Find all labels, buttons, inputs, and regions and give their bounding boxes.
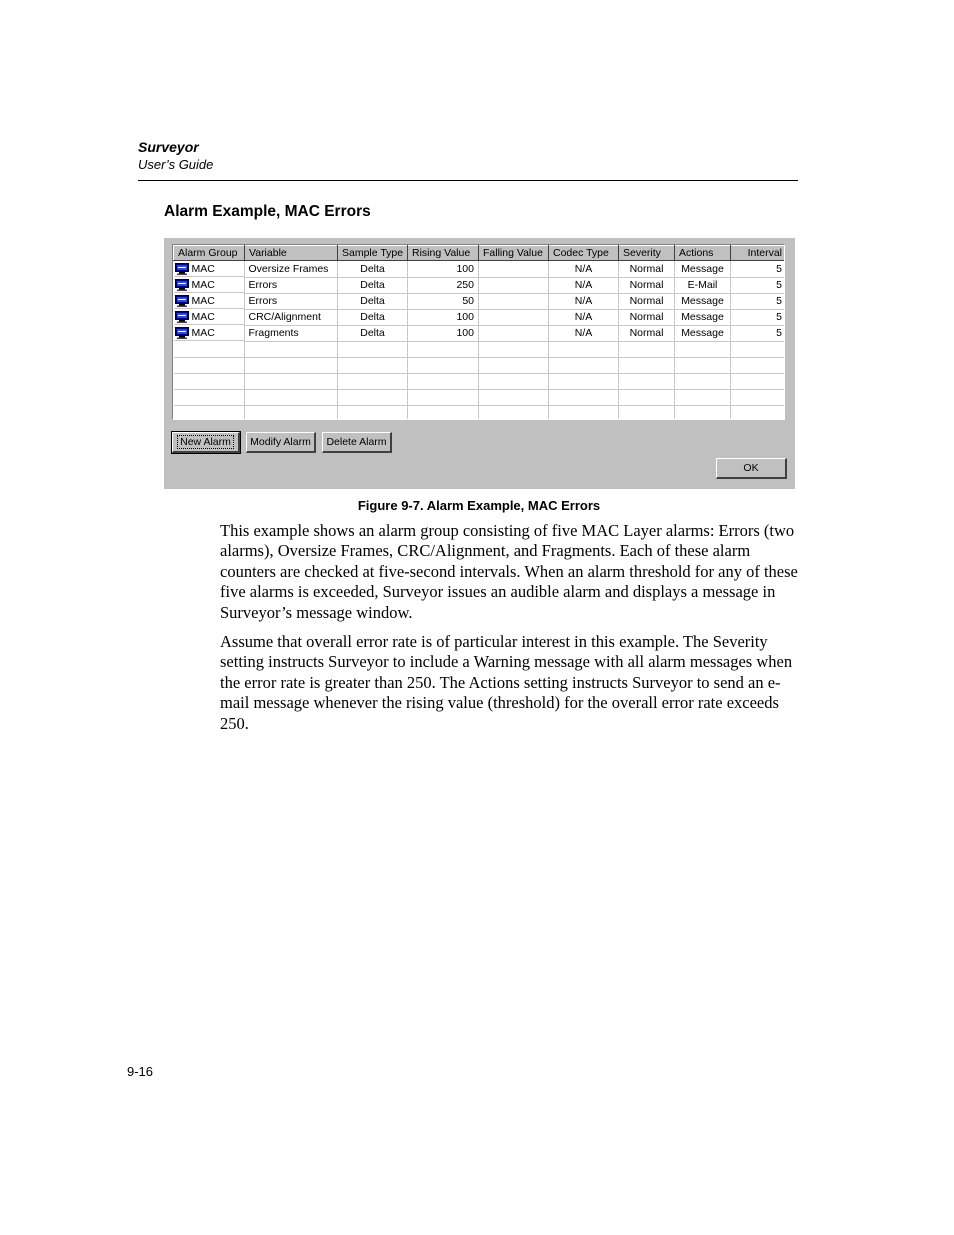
cell-sample-type: Delta	[338, 325, 408, 341]
alarm-row[interactable]	[174, 309, 786, 325]
empty-cell	[675, 373, 731, 389]
empty-cell	[619, 341, 675, 357]
alarm-group-label: MAC	[191, 294, 215, 307]
empty-cell	[174, 389, 245, 405]
empty-cell	[245, 357, 338, 373]
empty-cell	[549, 373, 619, 389]
empty-cell	[479, 357, 549, 373]
modify-alarm-button[interactable]: Modify Alarm	[246, 432, 316, 453]
alarm-table	[173, 245, 785, 420]
page-number: 9-16	[127, 1064, 154, 1079]
empty-cell	[619, 405, 675, 420]
cell-severity: Normal	[619, 309, 675, 325]
empty-row	[174, 405, 786, 420]
alarm-list-grid	[172, 244, 785, 420]
empty-cell	[338, 341, 408, 357]
cell-interval: 5	[731, 309, 786, 325]
body-paragraph-1: This example shows an alarm group consisting of five MAC Layer alarms: Errors (two alarms), Oversize Frames, CRC/Alignment, and Fragments. Each of these alarm counters are checked at five-second intervals. When an alarm threshold for any of these five alarms is exceeded, Surveyor issues an audible alarm and displays a message in Surveyor’s message window.	[220, 521, 798, 622]
empty-cell	[245, 389, 338, 405]
empty-cell	[731, 341, 786, 357]
computer-monitor-icon	[175, 295, 189, 307]
empty-cell	[479, 389, 549, 405]
cell-variable: Errors	[245, 293, 338, 309]
column-header[interactable]: Actions	[675, 246, 731, 261]
column-header[interactable]: Codec Type	[549, 246, 619, 261]
cell-rising: 100	[408, 325, 479, 341]
alarm-group-label: MAC	[191, 310, 215, 323]
running-header-title: Surveyor	[138, 139, 199, 155]
cell-severity: Normal	[619, 261, 675, 278]
cell-variable: Errors	[245, 277, 338, 293]
computer-monitor-icon	[175, 311, 189, 323]
empty-cell	[338, 373, 408, 389]
alarm-table-header	[174, 246, 786, 261]
cell-rising: 250	[408, 277, 479, 293]
cell-sample-type: Delta	[338, 293, 408, 309]
empty-cell	[174, 373, 245, 389]
cell-rising: 50	[408, 293, 479, 309]
cell-interval: 5	[731, 325, 786, 341]
alarm-group-label: MAC	[191, 326, 215, 339]
section-heading: Alarm Example, MAC Errors	[164, 203, 371, 220]
computer-monitor-icon	[175, 279, 189, 291]
column-header[interactable]: Severity	[619, 246, 675, 261]
empty-cell	[549, 341, 619, 357]
ok-button[interactable]: OK	[716, 458, 787, 479]
cell-falling	[479, 261, 549, 278]
empty-row	[174, 373, 786, 389]
alarm-row[interactable]	[174, 325, 786, 341]
alarm-row[interactable]	[174, 261, 786, 278]
empty-cell	[245, 341, 338, 357]
empty-cell	[479, 373, 549, 389]
empty-cell	[619, 357, 675, 373]
empty-cell	[408, 373, 479, 389]
cell-sample-type: Delta	[338, 277, 408, 293]
empty-cell	[338, 405, 408, 420]
cell-actions: Message	[675, 309, 731, 325]
cell-interval: 5	[731, 293, 786, 309]
cell-codec: N/A	[549, 277, 619, 293]
cell-severity: Normal	[619, 293, 675, 309]
empty-row	[174, 389, 786, 405]
cell-codec: N/A	[549, 261, 619, 278]
cell-codec: N/A	[549, 325, 619, 341]
empty-cell	[408, 341, 479, 357]
alarm-row[interactable]	[174, 277, 786, 293]
empty-cell	[731, 405, 786, 420]
cell-severity: Normal	[619, 277, 675, 293]
cell-rising: 100	[408, 309, 479, 325]
computer-monitor-icon	[175, 327, 189, 339]
empty-cell	[549, 405, 619, 420]
cell-falling	[479, 293, 549, 309]
figure-caption: Figure 9-7. Alarm Example, MAC Errors	[357, 498, 601, 513]
cell-falling	[479, 277, 549, 293]
empty-cell	[675, 405, 731, 420]
empty-cell	[338, 389, 408, 405]
cell-rising: 100	[408, 261, 479, 278]
empty-row	[174, 357, 786, 373]
cell-actions: Message	[675, 261, 731, 278]
empty-cell	[549, 389, 619, 405]
empty-row	[174, 341, 786, 357]
cell-falling	[479, 309, 549, 325]
empty-cell	[408, 389, 479, 405]
delete-alarm-button[interactable]: Delete Alarm	[322, 432, 392, 453]
cell-actions: E-Mail	[675, 277, 731, 293]
empty-cell	[479, 341, 549, 357]
alarm-dialog-screenshot	[164, 238, 795, 489]
cell-variable: CRC/Alignment	[245, 309, 338, 325]
new-alarm-button[interactable]: New Alarm	[172, 432, 240, 453]
alarm-row[interactable]	[174, 293, 786, 309]
column-header[interactable]: Alarm Group	[174, 246, 245, 261]
cell-interval: 5	[731, 261, 786, 278]
empty-cell	[675, 389, 731, 405]
alarm-group-cell	[174, 309, 245, 325]
column-header[interactable]: Rising Value	[408, 246, 479, 261]
empty-cell	[549, 357, 619, 373]
empty-cell	[675, 357, 731, 373]
empty-cell	[731, 373, 786, 389]
empty-cell	[245, 405, 338, 420]
cell-falling	[479, 325, 549, 341]
empty-cell	[245, 373, 338, 389]
cell-codec: N/A	[549, 293, 619, 309]
body-paragraph-2: Assume that overall error rate is of particular interest in this example. The Severity setting instructs Surveyor to include a Warning message with all alarm messages when the error rate is greater than 250. The Actions setting instructs Surveyor to send an e-mail message whenever the rising value (threshold) for the overall error rate exceeds 250.	[220, 632, 793, 733]
empty-cell	[731, 357, 786, 373]
empty-cell	[174, 405, 245, 420]
empty-cell	[338, 357, 408, 373]
cell-actions: Message	[675, 293, 731, 309]
empty-cell	[731, 389, 786, 405]
running-header-subtitle: User’s Guide	[138, 157, 214, 172]
cell-variable: Fragments	[245, 325, 338, 341]
alarm-group-label: MAC	[191, 262, 215, 275]
column-header[interactable]: Sample Type	[338, 246, 408, 261]
cell-interval: 5	[731, 277, 786, 293]
empty-cell	[619, 373, 675, 389]
column-header[interactable]: Variable	[245, 246, 338, 261]
empty-cell	[408, 357, 479, 373]
alarm-group-cell	[174, 277, 245, 293]
empty-cell	[174, 357, 245, 373]
empty-cell	[479, 405, 549, 420]
column-header[interactable]: Falling Value	[479, 246, 549, 261]
cell-severity: Normal	[619, 325, 675, 341]
computer-monitor-icon	[175, 263, 189, 275]
cell-sample-type: Delta	[338, 309, 408, 325]
alarm-group-cell	[174, 325, 245, 341]
cell-sample-type: Delta	[338, 261, 408, 278]
empty-cell	[675, 341, 731, 357]
empty-cell	[408, 405, 479, 420]
empty-cell	[619, 389, 675, 405]
alarm-group-label: MAC	[191, 278, 215, 291]
alarm-group-cell	[174, 261, 245, 277]
alarm-table-body	[174, 261, 786, 421]
cell-actions: Message	[675, 325, 731, 341]
column-header[interactable]: Interval	[731, 246, 786, 261]
empty-cell	[174, 341, 245, 357]
alarm-group-cell	[174, 293, 245, 309]
cell-variable: Oversize Frames	[245, 261, 338, 278]
cell-codec: N/A	[549, 309, 619, 325]
header-divider	[138, 180, 798, 181]
